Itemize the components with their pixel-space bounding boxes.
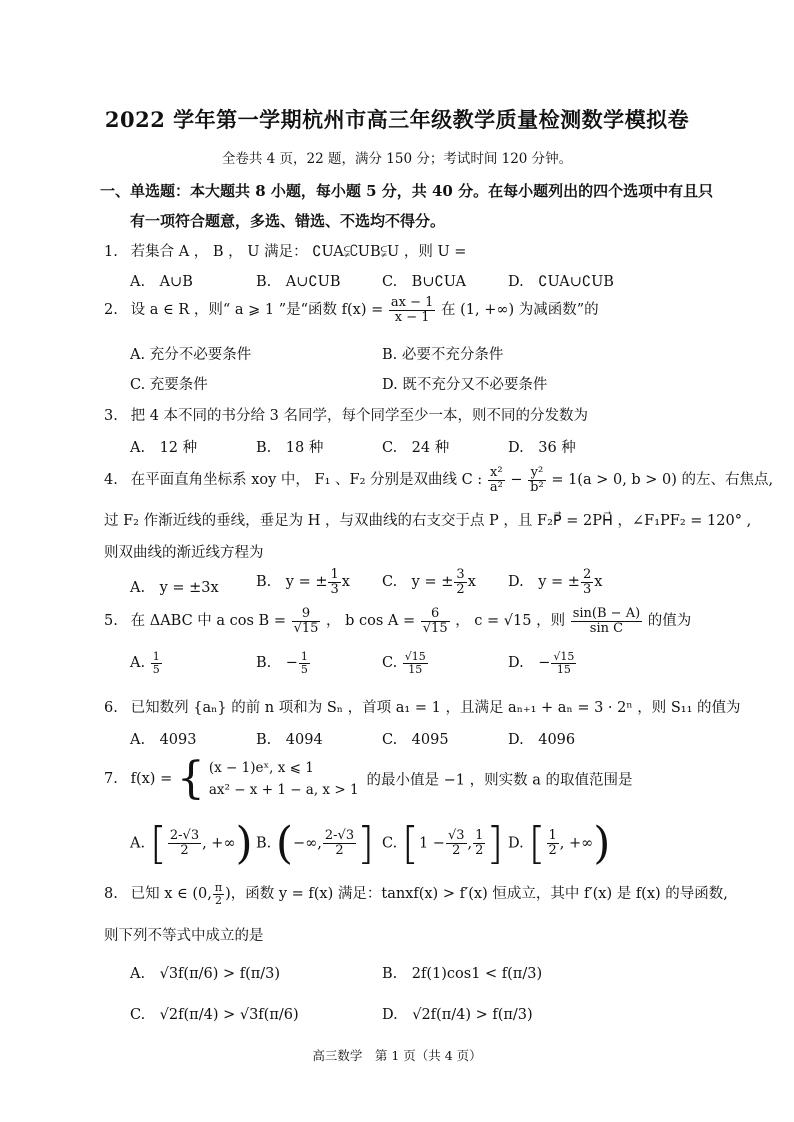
option-d: D. 4096 — [508, 732, 576, 748]
option-a: A. 充分不必要条件 — [130, 347, 252, 363]
question-4-line3: 则双曲线的渐近线方程为 — [104, 545, 264, 561]
question-stem-pre: 设 a ∈ R ，则“ a ⩾ 1 ”是“函数 f(x) = — [130, 302, 384, 319]
option-c: C. √2f(π/4) > √3f(π/6) — [130, 1007, 299, 1023]
question-stem: 把 4 本不同的书分给 3 名同学，每个同学至少一本，则不同的分发数为 — [130, 408, 588, 424]
option-b: B. y = ± $\frac{1}{3}$ x — [256, 567, 350, 597]
question-3 — [104, 404, 588, 425]
option-d: D. ∁UA∪∁UB — [508, 274, 614, 290]
option-c: C. B∪∁UA — [382, 274, 466, 290]
option-d: D. 既不充分又不必要条件 — [382, 377, 548, 393]
option-c: C. $\frac{√15}{15}$ — [382, 650, 426, 676]
question-6 — [104, 696, 741, 717]
option-d: D. √2f(π/4) > f(π/3) — [382, 1007, 533, 1023]
question-7: 7. f(x) = { (x − 1)eˣ, x ⩽ 1 ax² − x + 1 − a, x > 1 的最小值是 −1 ，则实数 a 的取值范围是 — [104, 753, 633, 804]
question-number: 2. — [104, 302, 118, 319]
option-d: D. [ $\frac{1}{2}$ , +∞) — [508, 818, 611, 869]
fraction: $\frac{\text{x²}}{\text{a²}}$ — [489, 465, 503, 495]
section-heading-line1: 一、单选题：本大题共 8 小题，每小题 5 分，共 40 分。在每小题列出的四个选项中有且只 — [100, 182, 714, 200]
question-stem: 若集合 A ， B ， U 满足： ∁UA⫋∁UB⫋U ，则 U = — [130, 244, 467, 260]
question-4-line2: 过 F₂ 作渐近线的垂线，垂足为 H ，与双曲线的右支交于点 P ，且 F₂P⃗ = 2PH⃗ ，∠F₁PF₂ = 120° , — [104, 513, 752, 529]
question-number: 7. — [104, 771, 118, 787]
exam-info: 全卷共 4 页，22 题，满分 150 分；考试时间 120 分钟。 — [221, 151, 573, 167]
fraction: $\frac{ax - 1}{x - 1}$ — [390, 295, 434, 325]
question-8: 8. 已知 x ∈ (0, $\frac{\pi}{2}$ )，函数 y = f(x) 满足：tanxf(x) > f′(x) 恒成立，其中 f′(x) 是 f(x) 的导函数, — [104, 881, 728, 907]
question-number: 3. — [104, 408, 118, 424]
option-b: B. 2f(1)cos1 < f(π/3) — [382, 966, 543, 982]
question-stem-post: 在 (1, +∞) 为减函数”的 — [441, 302, 599, 319]
piecewise-cases: (x − 1)eˣ, x ⩽ 1 ax² − x + 1 − a, x > 1 — [208, 760, 359, 798]
question-stem-post: = 1(a > 0, b > 0) 的左、右焦点, — [551, 472, 774, 489]
question-1 — [104, 240, 466, 261]
option-b: B. 18 种 — [256, 440, 324, 456]
section-heading-line2: 有一项符合题意，多选、错选、不选均不得分。 — [130, 212, 446, 230]
question-number: 1. — [104, 244, 118, 260]
option-a: A. 12 种 — [130, 440, 198, 456]
option-c: C. 4095 — [382, 732, 449, 748]
option-c: C. [1 − $\frac{√3}{2}$ , $\frac{1}{2}$ ] — [382, 818, 504, 869]
question-number: 8. — [104, 886, 118, 903]
question-number: 4. — [104, 472, 118, 489]
question-5: 5. 在 ΔABC 中 a cos B = $\frac{9}{√15}$ ， b cos A = $\frac{6}{√15}$ ， c = √15 ，则 $\frac{\sin(B - A)}{\text{sin C}}$ 的值为 — [104, 606, 692, 636]
option-c: C. y = ± $\frac{3}{2}$ x — [382, 567, 476, 597]
page-footer: 高三数学 第 1 页（共 4 页） — [312, 1048, 482, 1063]
question-8-line2: 则下列不等式中成立的是 — [104, 928, 264, 944]
minus-sign: − — [510, 472, 523, 489]
option-a: A. A∪B — [130, 274, 193, 290]
option-a: A. y = ±3x — [130, 580, 219, 596]
option-a: A. √3f(π/6) > f(π/3) — [130, 966, 281, 982]
fraction: $\frac{\text{y²}}{\text{b²}}$ — [530, 465, 544, 495]
option-b: B. (−∞, $\frac{2-√3}{2}$ ] — [256, 818, 375, 869]
question-number: 5. — [104, 613, 118, 630]
question-stem-pre: 在平面直角坐标系 xoy 中， F₁ 、F₂ 分别是双曲线 C : — [130, 472, 483, 489]
question-2 — [104, 296, 599, 324]
option-b: B. 必要不充分条件 — [382, 347, 504, 363]
option-a: A. 4093 — [130, 732, 197, 748]
option-b: B. − $\frac{1}{5}$ — [256, 650, 308, 676]
question-4 — [104, 466, 773, 494]
option-a: A. [ $\frac{2-√3}{2}$ , +∞) — [130, 818, 253, 869]
option-a: A. $\frac{1}{5}$ — [130, 650, 160, 676]
option-d: D. y = ± $\frac{2}{3}$ x — [508, 567, 603, 597]
option-b: B. 4094 — [256, 732, 323, 748]
option-d: D. 36 种 — [508, 440, 576, 456]
page-title: 2022 学年第一学期杭州市高三年级教学质量检测数学模拟卷 — [104, 107, 690, 132]
option-d: D. − $\frac{√15}{15}$ — [508, 650, 575, 676]
option-c: C. 充要条件 — [130, 377, 208, 393]
left-brace: { — [176, 753, 205, 804]
question-stem: 已知数列 {aₙ} 的前 n 项和为 Sₙ ，首项 a₁ = 1 ，且满足 aₙ₊₁ + aₙ = 3 · 2ⁿ ，则 S₁₁ 的值为 — [130, 700, 741, 716]
question-number: 6. — [104, 700, 118, 716]
option-b: B. A∪∁UB — [256, 274, 341, 290]
option-c: C. 24 种 — [382, 440, 450, 456]
